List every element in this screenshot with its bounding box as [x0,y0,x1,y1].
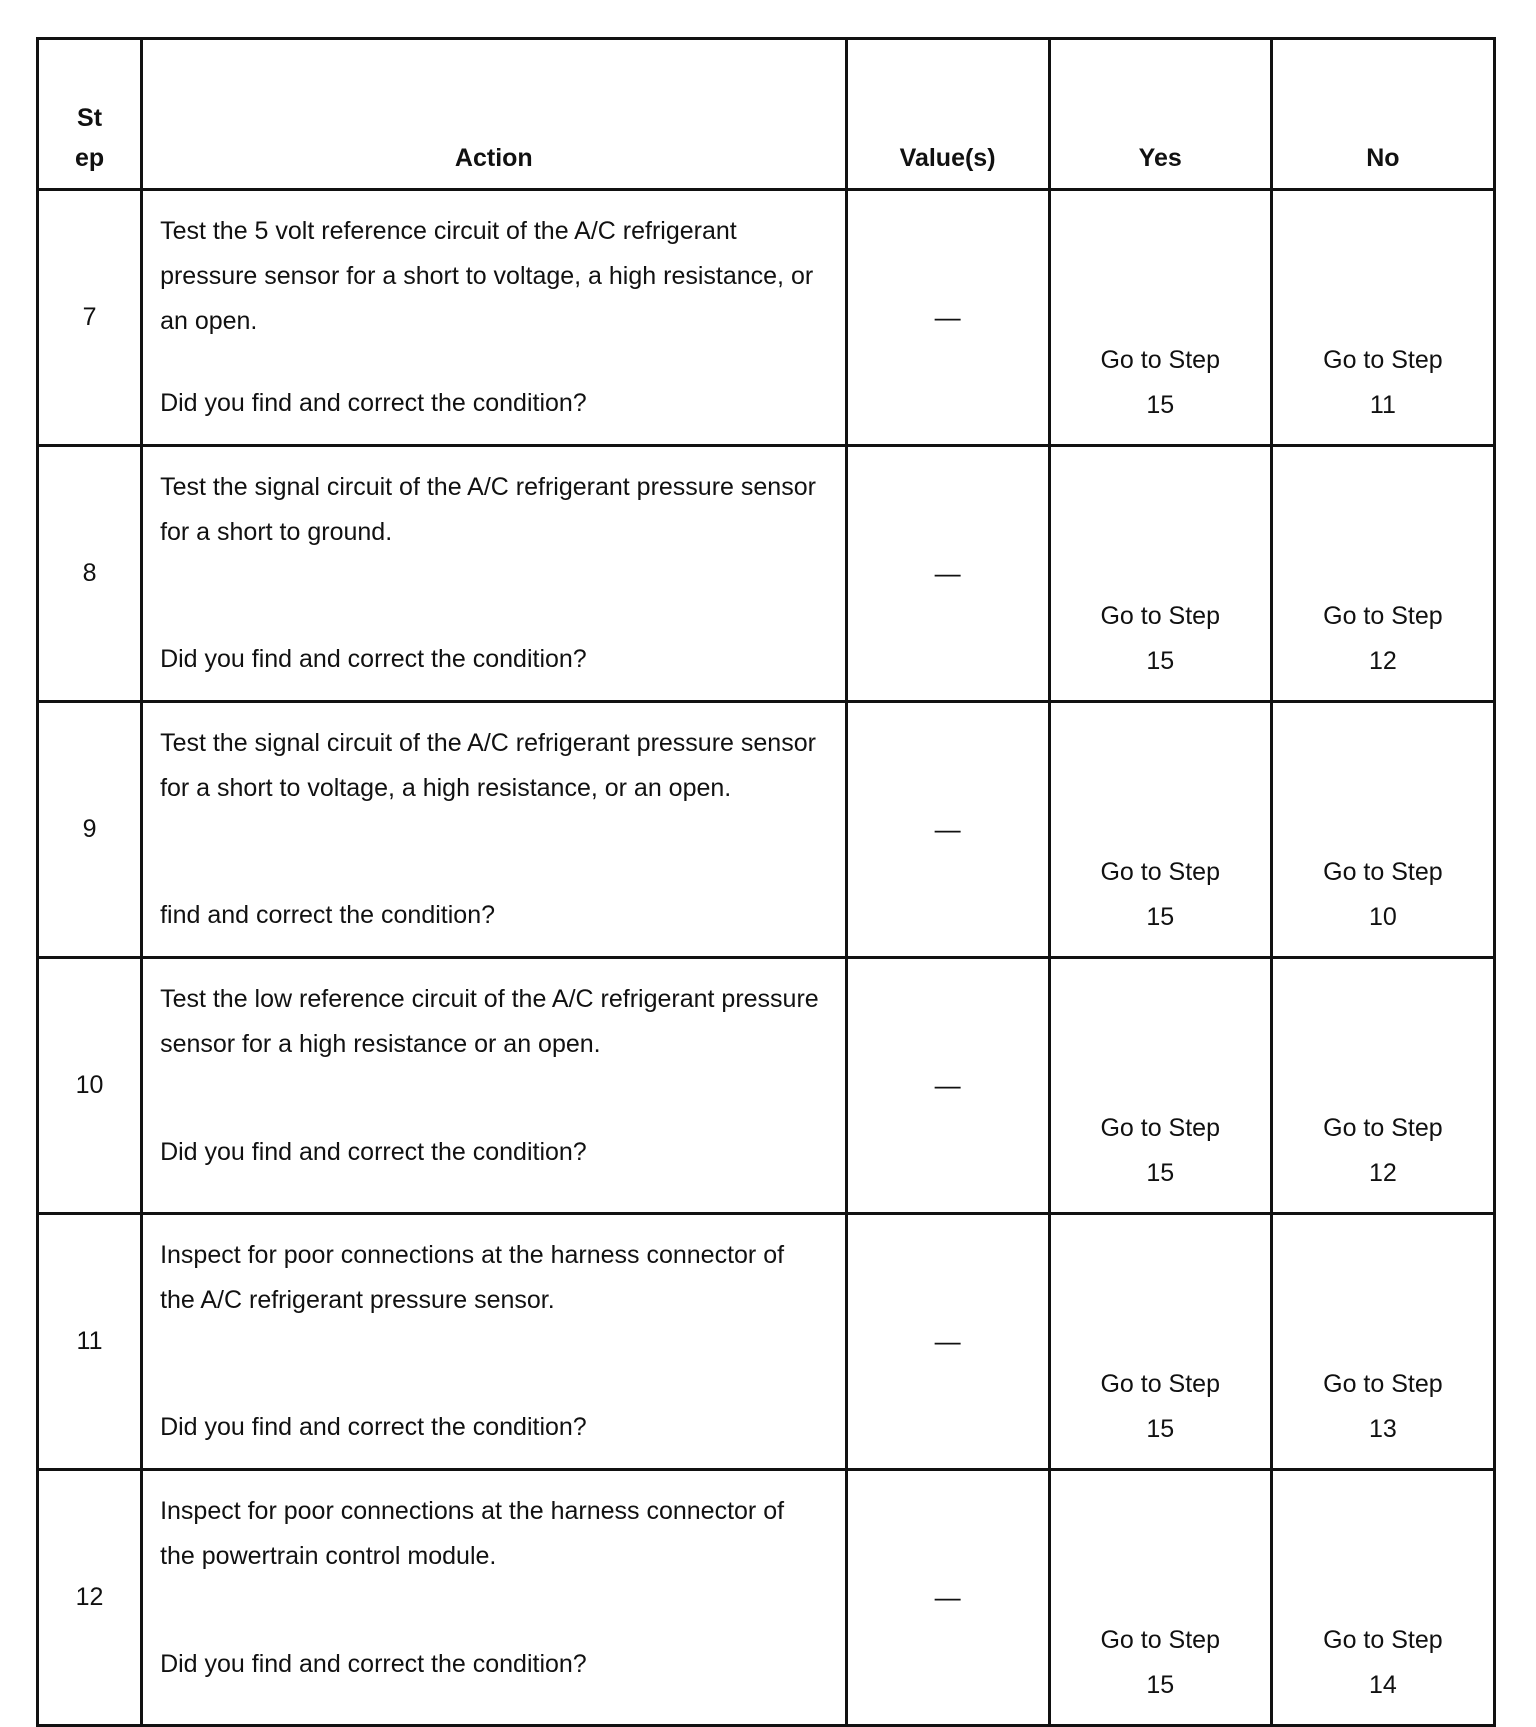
yes-label: Go to Step [1100,346,1220,374]
step-cell [38,1214,142,1470]
yes-step: 15 [1146,1159,1175,1187]
value-cell [846,1470,1049,1726]
no-label: Go to Step [1323,858,1443,886]
yes-step: 15 [1146,1415,1175,1443]
header-step [38,39,142,190]
no-cell [1271,958,1494,1214]
action-text: Test the 5 volt reference circuit of the A/C refrigerant pressure sensor for a short to voltage, a high resistance, or an open. [160,217,814,335]
value-dash: — [934,1070,961,1100]
step-number: 9 [82,815,97,843]
step-number: 7 [82,303,97,331]
no-cell [1271,190,1494,446]
action-question: Did you find and correct the condition? [160,645,587,673]
yes-step: 15 [1146,1671,1175,1699]
no-step: 14 [1368,1671,1397,1699]
yes-label: Go to Step [1100,1370,1220,1398]
action-cell [142,190,846,446]
no-cell [1271,1214,1494,1470]
value-cell [846,702,1049,958]
step-number: 11 [76,1327,103,1355]
no-step: 12 [1368,647,1397,675]
value-cell [846,1214,1049,1470]
action-cell [142,702,846,958]
yes-step: 15 [1146,391,1175,419]
step-number: 12 [75,1583,104,1611]
action-text: Inspect for poor connections at the harness connector of the A/C refrigerant pressure sensor. [160,1241,785,1314]
header-yes: Yes [1049,39,1271,190]
yes-label: Go to Step [1100,1626,1220,1654]
value-cell [846,190,1049,446]
yes-step: 15 [1146,903,1175,931]
yes-label: Go to Step [1100,858,1220,886]
action-question: Did you find and correct the condition? [160,1650,587,1678]
no-step: 12 [1368,1159,1397,1187]
value-dash: — [934,1326,961,1356]
step-cell [38,702,142,958]
table-row [38,1214,1495,1470]
action-text: Test the signal circuit of the A/C refrigerant pressure sensor for a short to voltage, a high resistance, or an open. [160,729,816,802]
step-cell [38,958,142,1214]
header-step-line1: St [77,104,103,132]
table-row [38,1470,1495,1726]
no-label: Go to Step [1323,1114,1443,1142]
table-row [38,958,1495,1214]
table-row [38,446,1495,702]
action-question: find and correct the condition? [160,901,495,929]
value-dash: — [934,558,961,588]
yes-label: Go to Step [1100,602,1220,630]
action-question: Did you find and correct the condition? [160,1413,587,1441]
value-dash: — [934,1582,961,1612]
action-question: Did you find and correct the condition? [160,1138,587,1166]
header-no: No [1271,39,1494,190]
no-label: Go to Step [1323,346,1443,374]
no-cell [1271,1470,1494,1726]
header-action: Action [142,39,846,190]
no-label: Go to Step [1323,602,1443,630]
diagnostic-table [36,37,1496,1727]
no-step: 11 [1369,391,1396,419]
yes-cell [1049,190,1271,446]
yes-cell [1049,1470,1271,1726]
yes-step: 15 [1146,647,1175,675]
header-row [38,39,1495,190]
action-cell [142,1470,846,1726]
action-question: Did you find and correct the condition? [160,389,587,417]
action-text: Inspect for poor connections at the harness connector of the powertrain control module. [160,1497,785,1570]
yes-cell [1049,958,1271,1214]
action-text: Test the signal circuit of the A/C refrigerant pressure sensor for a short to ground. [160,473,816,546]
value-cell [846,958,1049,1214]
yes-cell [1049,1214,1271,1470]
action-cell [142,446,846,702]
action-cell [142,1214,846,1470]
yes-cell [1049,446,1271,702]
header-values: Value(s) [846,39,1049,190]
no-cell [1271,446,1494,702]
action-cell [142,958,846,1214]
table-row [38,702,1495,958]
step-cell [38,190,142,446]
no-cell [1271,702,1494,958]
step-number: 8 [82,559,97,587]
no-label: Go to Step [1323,1370,1443,1398]
action-text: Test the low reference circuit of the A/C refrigerant pressure sensor for a high resistance or an open. [160,985,819,1058]
no-step: 13 [1368,1415,1397,1443]
yes-label: Go to Step [1100,1114,1220,1142]
value-cell [846,446,1049,702]
step-cell [38,1470,142,1726]
yes-cell [1049,702,1271,958]
header-step-line2: ep [74,144,105,172]
no-label: Go to Step [1323,1626,1443,1654]
table-row [38,190,1495,446]
step-cell [38,446,142,702]
step-number: 10 [75,1071,104,1099]
no-step: 10 [1368,903,1397,931]
value-dash: — [934,814,961,844]
value-dash: — [934,302,961,332]
